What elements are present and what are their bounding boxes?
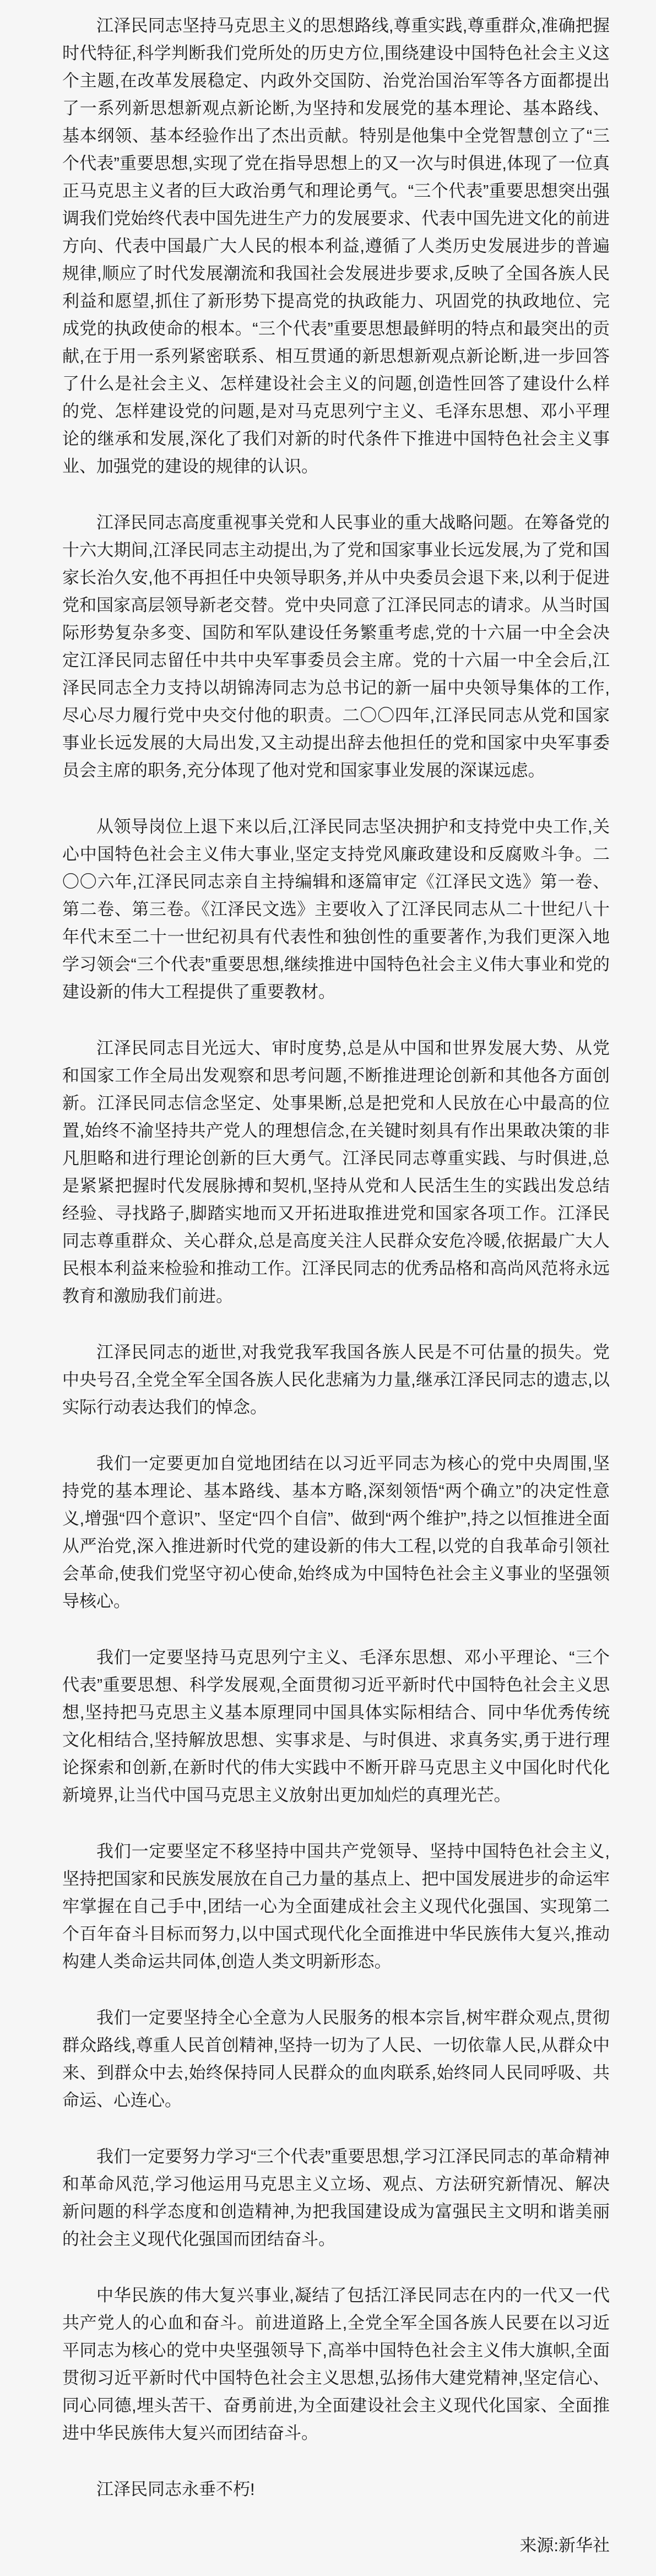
paragraph: 我们一定要坚持马克思列宁主义、毛泽东思想、邓小平理论、“三个代表”重要思想、科学发展观,全面贯彻习近平新时代中国特色社会主义思想,坚持把马克思主义基本原理同中国具体实际相结合、同中华优秀传统文化相结合,坚持解放思想、实事求是、与时俱进、求真务实,勇于进行理论探索和创新,在新时代的伟大实践中不断开辟马克思主义中国化时代化新境界,让当代中国马克思主义放射出更加灿烂的真理光芒。 [62, 1648, 610, 1805]
paragraph: 我们一定要坚定不移坚持中国共产党领导、坚持中国特色社会主义,坚持把国家和民族发展放在自己力量的基点上、把中国发展进步的命运牢牢掌握在自己手中,团结一心为全面建成社会主义现代化强国、实现第二个百年奋斗目标而努力,以中国式现代化全面推进中华民族伟大复兴,推动构建人类命运共同体,创造人类文明新形态。 [62, 1842, 610, 1971]
paragraph: 江泽民同志高度重视事关党和人民事业的重大战略问题。在筹备党的十六大期间,江泽民同志主动提出,为了党和国家事业长远发展,为了党和国家长治久安,他不再担任中央领导职务,并从中央委员会退下来,以利于促进党和国家高层领导新老交替。党中央同意了江泽民同志的请求。从当时国际形势复杂多变、国防和军队建设任务繁重考虑,党的十六届一中全会决定江泽民同志留任中共中央军事委员会主席。党的十六届一中全会后,江泽民同志全力支持以胡锦涛同志为总书记的新一届中央领导集体的工作,尽心尽力履行党中央交付他的职责。二〇〇四年,江泽民同志从党和国家事业长远发展的大局出发,又主动提出辞去他担任的党和国家中央军事委员会主席的职务,充分体现了他对党和国家事业发展的深谋远虑。 [62, 513, 610, 780]
paragraph: 我们一定要努力学习“三个代表”重要思想,学习江泽民同志的革命精神和革命风范,学习他运用马克思主义立场、观点、方法研究新情况、解决新问题的科学态度和创造精神,为把我国建设成为富强民主文明和谐美丽的社会主义现代化强国而团结奋斗。 [62, 2147, 610, 2249]
paragraph: 从领导岗位上退下来以后,江泽民同志坚决拥护和支持党中央工作,关心中国特色社会主义伟大事业,坚定支持党风廉政建设和反腐败斗争。二〇〇六年,江泽民同志亲自主持编辑和逐篇审定《江泽民文选》第一卷、第二卷、第三卷。《江泽民文选》主要收入了江泽民同志从二十世纪八十年代末至二十一世纪初具有代表性和独创性的重要著作,为我们更深入地学习领会“三个代表”重要思想,继续推进中国特色社会主义伟大事业和党的建设新的伟大工程提供了重要教材。 [62, 817, 610, 1002]
paragraph: 我们一定要更加自觉地团结在以习近平同志为核心的党中央周围,坚持党的基本理论、基本路线、基本方略,深刻领悟“两个确立”的决定性意义,增强“四个意识”、坚定“四个自信”、做到“两个维护”,持之以恒推进全面从严治党,深入推进新时代党的建设新的伟大工程,以党的自我革命引领社会革命,使我们党坚守初心使命,始终成为中国特色社会主义事业的坚强领导核心。 [62, 1454, 610, 1611]
closing-slogan: 江泽民同志永垂不朽! [96, 2480, 255, 2499]
source-attribution: 来源:新华社 [519, 2536, 610, 2555]
paragraph: 中华民族的伟大复兴事业,凝结了包括江泽民同志在内的一代又一代共产党人的心血和奋斗。前进道路上,全党全军全国各族人民要在以习近平同志为核心的党中央坚强领导下,高举中国特色社会主义伟大旗帜,全面贯彻习近平新时代中国特色社会主义思想,弘扬伟大建党精神,坚定信心、同心同德,埋头苦干、奋勇前进,为全面建设社会主义现代化国家、全面推进中华民族伟大复兴而团结奋斗。 [62, 2286, 610, 2443]
paragraph: 江泽民同志目光远大、审时度势,总是从中国和世界发展大势、从党和国家工作全局出发观察和思考问题,不断推进理论创新和其他各方面创新。江泽民同志信念坚定、处事果断,总是把党和人民放在心中最高的位置,始终不渝坚持共产党人的理想信念,在关键时刻具有作出果敢决策的非凡胆略和进行理论创新的巨大勇气。江泽民同志尊重实践、与时俱进,总是紧紧把握时代发展脉搏和契机,坚持从党和人民活生生的实践出发总结经验、寻找路子,脚踏实地而又开拓进取推进党和国家各项工作。江泽民同志尊重群众、关心群众,总是高度关注人民群众安危冷暖,依据最广大人民根本利益来检验和推动工作。江泽民同志的优秀品格和高尚风范将永远教育和激励我们前进。 [62, 1038, 610, 1306]
paragraph: 江泽民同志的逝世,对我党我军我国各族人民是不可估量的损失。党中央号召,全党全军全国各族人民化悲痛为力量,继承江泽民同志的遗志,以实际行动表达我们的悼念。 [62, 1343, 610, 1417]
paragraph: 江泽民同志坚持马克思主义的思想路线,尊重实践,尊重群众,准确把握时代特征,科学判断我们党所处的历史方位,围绕建设中国特色社会主义这个主题,在改革发展稳定、内政外交国防、治党治国治军等各方面都提出了一系列新思想新观点新论断,为坚持和发展党的基本理论、基本路线、基本纲领、基本经验作出了杰出贡献。特别是他集中全党智慧创立了“三个代表”重要思想,实现了党在指导思想上的又一次与时俱进,体现了一位真正马克思主义者的巨大政治勇气和理论勇气。“三个代表”重要思想突出强调我们党始终代表中国先进生产力的发展要求、代表中国先进文化的前进方向、代表中国最广大人民的根本利益,遵循了人类历史发展进步的普遍规律,顺应了时代发展潮流和我国社会发展进步要求,反映了全国各族人民利益和愿望,抓住了新形势下提高党的执政能力、巩固党的执政地位、完成党的执政使命的根本。“三个代表”重要思想最鲜明的特点和最突出的贡献,在于用一系列紧密联系、相互贯通的新思想新观点新论断,进一步回答了什么是社会主义、怎样建设社会主义的问题,创造性回答了建设什么样的党、怎样建设党的问题,是对马克思列宁主义、毛泽东思想、邓小平理论的继承和发展,深化了我们对新的时代条件下推进中国特色社会主义事业、加强党的建设的规律的认识。 [62, 16, 610, 476]
paragraph: 我们一定要坚持全心全意为人民服务的根本宗旨,树牢群众观点,贯彻群众路线,尊重人民首创精神,坚持一切为了人民、一切依靠人民,从群众中来、到群众中去,始终保持同人民群众的血肉联系,始终同人民同呼吸、共命运、心连心。 [62, 2008, 610, 2110]
